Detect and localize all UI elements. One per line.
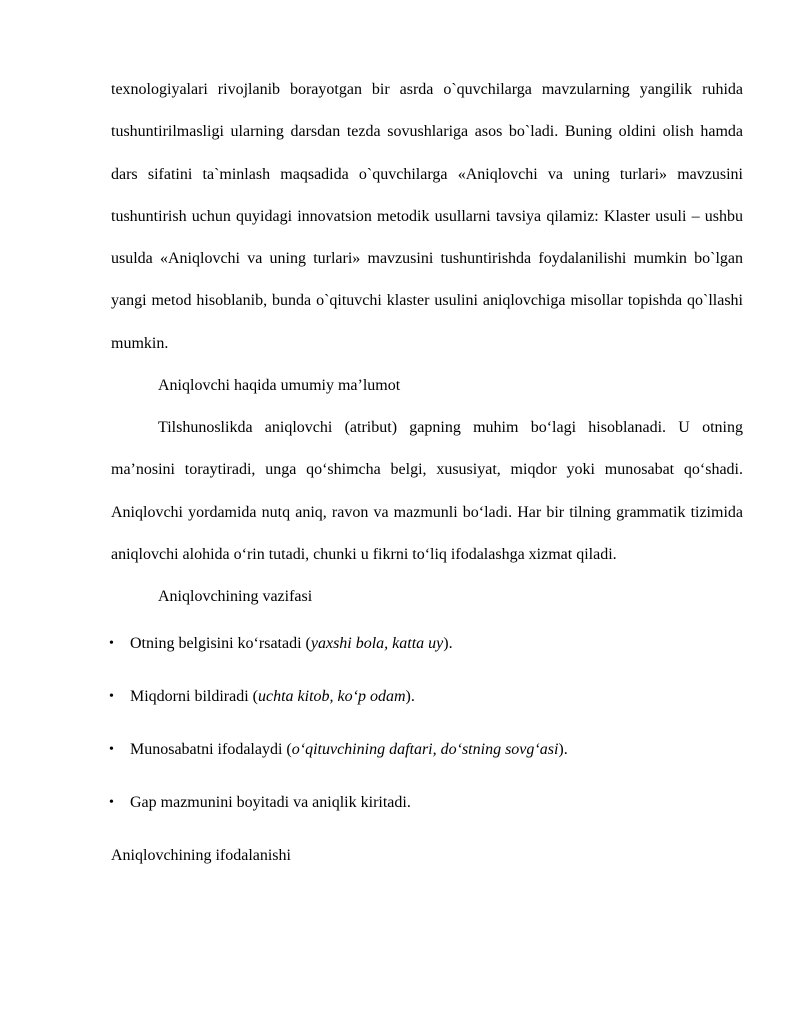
body-paragraph-intro: texnologiyalari rivojlanib borayotgan bir asrda o`quvchilarga mavzularning yangilik ruhida tushuntirilmasligi ularning darsdan tezda sovushlariga asos bo`ladi. Buning oldini olish hamda dars sifatini ta`minlash maqsadida o`quvchilarga «Aniqlovchi va uning turlari» mavzusini tushuntirish uchun quyidagi innovatsion metodik usullarni tavsiya qilamiz: Klaster usuli – ushbu usulda «Aniqlovchi va uning turlari» mavzusini tushuntirishda foydalanilishi mumkin bo`lgan yangi metod hisoblanib, bunda o`qituvchi klaster usulini aniqlovchiga misollar topishda qo`llashi mumkin. [111, 81, 743, 352]
list-item [111, 788, 743, 841]
list-item-text: Miqdorni bildiradi ( [130, 688, 258, 706]
body-paragraph-definition: Tilshunoslikda aniqlovchi (atribut) gapning muhim bo‘lagi hisoblanadi. U otning ma’nosini toraytiradi, unga qo‘shimcha belgi, xususiyat, miqdor yoki munosabat qo‘shadi. Aniqlovchi yordamida nutq aniq, ravon va mazmunli bo‘ladi. Har bir tilning grammatik tizimida aniqlovchi alohida o‘rin tutadi, chunki u fikrni to‘liq ifodalashga xizmat qiladi. [111, 419, 743, 563]
bullet-icon: • [109, 689, 114, 705]
bullet-icon: • [109, 742, 114, 758]
list-item [111, 629, 743, 682]
list-item-end: ). [558, 741, 568, 759]
list-item-examples: o‘qituvchining daftari, do‘stning sovg‘asi [291, 741, 559, 759]
list-item-text: Munosabatni ifodalaydi ( [130, 741, 292, 759]
list-item-end: ). [443, 635, 453, 653]
bullet-icon: • [109, 636, 114, 652]
section-heading-function: Aniqlovchining vazifasi [158, 588, 313, 606]
section-heading-expression: Aniqlovchining ifodalanishi [111, 847, 291, 865]
list-item-end: ). [405, 688, 415, 706]
section-heading-general-info: Aniqlovchi haqida umumiy ma’lumot [158, 377, 401, 395]
document-page [111, 69, 743, 871]
list-item-text: Otning belgisini ko‘rsatadi ( [130, 635, 311, 653]
list-item [111, 682, 743, 735]
function-bullet-list [111, 629, 743, 841]
list-item-examples: uchta kitob, ko‘p odam [257, 688, 406, 706]
list-item-text: Gap mazmunini boyitadi va aniqlik kiritadi. [130, 794, 411, 812]
list-item-examples: yaxshi bola, katta uy [310, 635, 444, 653]
bullet-icon: • [109, 795, 114, 811]
list-item [111, 735, 743, 788]
